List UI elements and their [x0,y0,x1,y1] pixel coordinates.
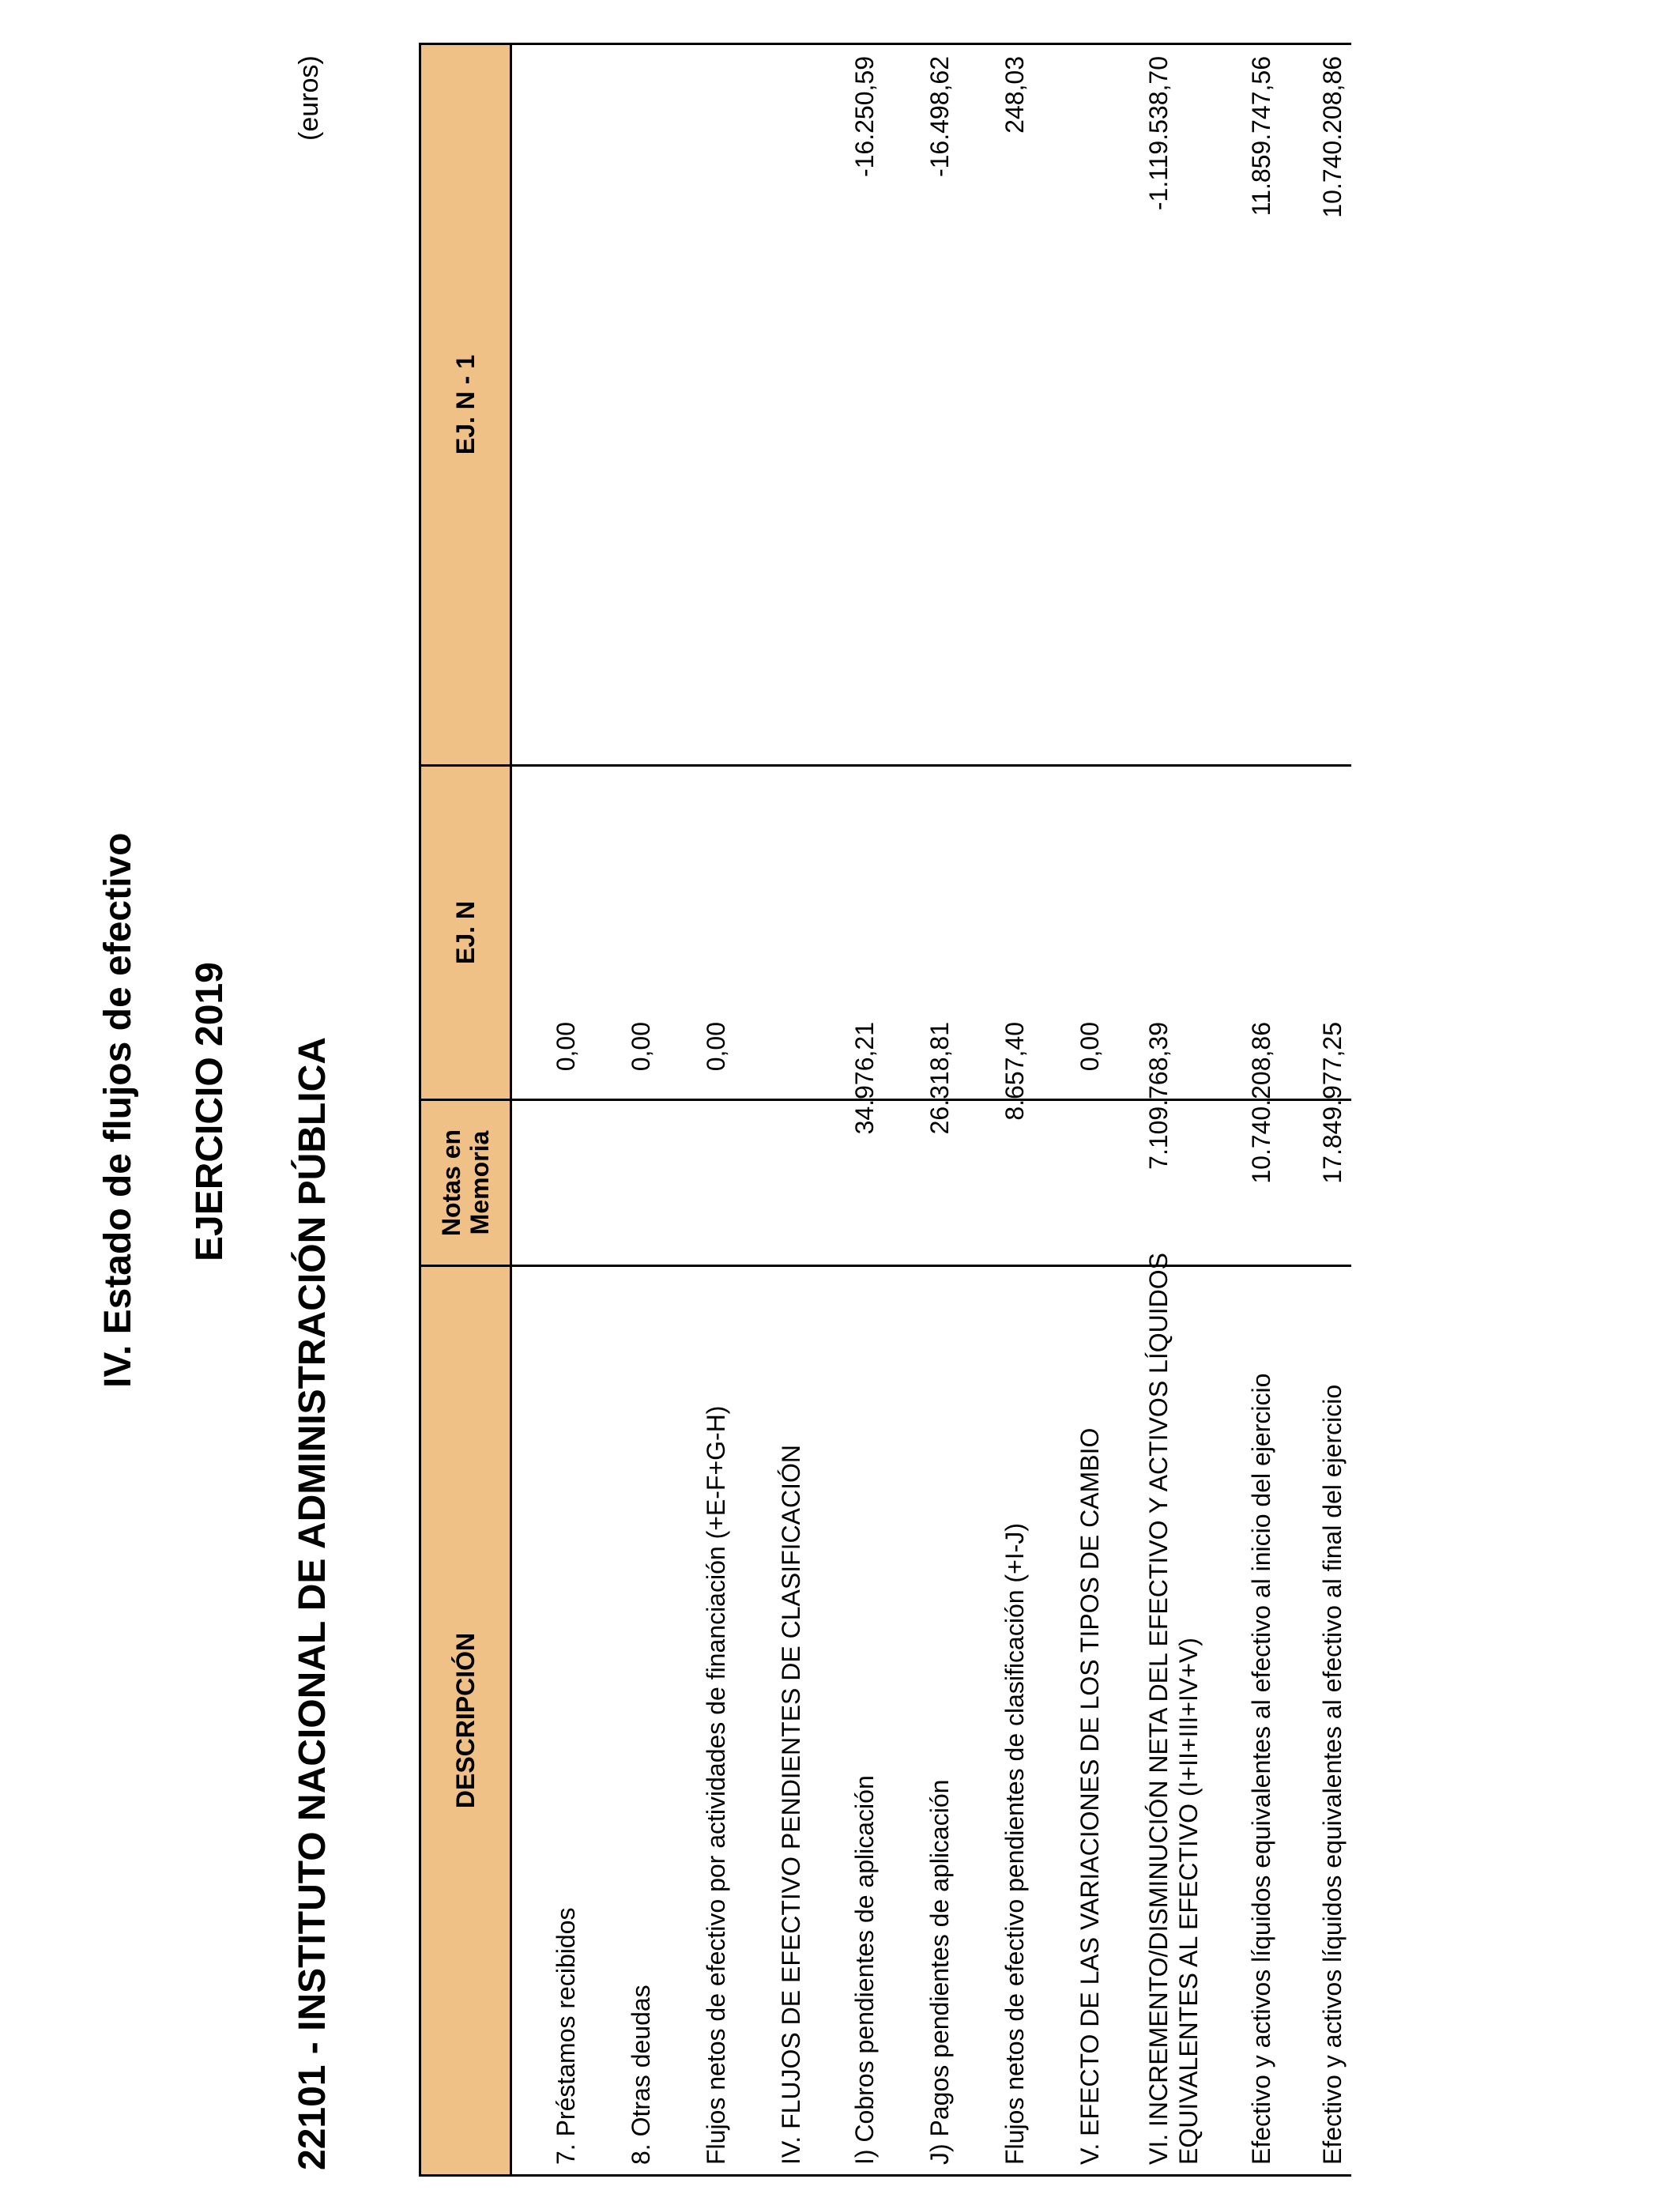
row-value-ej-n: 34.976,21 [850,1022,879,1135]
row-description: Flujos netos de efectivo pendientes de clasificación (+I-J) [1000,1523,1029,2165]
row-value-ej-n: 0,00 [552,1022,580,1072]
table-row [662,45,737,2174]
row-value-ej-n1: -16.498,62 [925,56,954,178]
column-header-descripcion-label: DESCRIPCIÓN [451,1632,480,1809]
column-header-notas-line2: Memoria [465,1130,494,1235]
row-description: Efectivo y activos líquidos equivalentes al efectivo al inicio del ejercicio [1247,1373,1275,2165]
row-value-ej-n1: 10.740.208,86 [1318,56,1347,218]
row-value-ej-n: 26.318,81 [925,1022,954,1135]
row-description: IV. FLUJOS DE EFECTIVO PENDIENTES DE CLASIFICACIÓN [777,1445,805,2165]
row-description [1143,1253,1203,2165]
column-header-ej-n-label: EJ. N [451,900,480,965]
row-value-ej-n1: 248,03 [1000,56,1029,134]
table-row [1210,45,1283,2174]
row-description-line2: EQUIVALENTES AL EFECTIVO (I+II+III+IV+V) [1174,1638,1203,2165]
row-description: Flujos netos de efectivo por actividades de financiación (+E-F+G-H) [702,1405,730,2165]
column-header-ej-n1 [421,45,510,764]
table-row [961,45,1036,2174]
row-description: 8. Otras deudas [627,1985,655,2165]
column-header-notas-line1: Notas en [437,1129,465,1237]
table-row [886,45,961,2174]
table-row [812,45,886,2174]
table-row [1283,45,1354,2174]
currency-units: (euros) [294,55,324,141]
row-description: V. EFECTO DE LAS VARIACIONES DE LOS TIPOS DE CAMBIO [1075,1427,1104,2165]
column-header-descripcion [421,1267,510,2174]
row-value-ej-n: 10.740.208,86 [1247,1022,1275,1184]
row-value-ej-n1: -16.250,59 [850,56,879,178]
row-value-ej-n: 0,00 [702,1022,730,1072]
row-value-ej-n: 17.849.977,25 [1318,1022,1347,1184]
column-header-ej-n1-label: EJ. N - 1 [451,354,480,455]
row-value-ej-n: 0,00 [627,1022,655,1072]
row-value-ej-n1: -1.119.538,70 [1144,56,1173,211]
table-row [737,45,812,2174]
column-header-ej-n [421,767,510,1099]
column-header-notas [421,1101,510,1265]
row-value-ej-n1: 11.859.747,56 [1247,56,1275,217]
entity-heading: 22101 - INSTITUTO NACIONAL DE ADMINISTRACIÓN PÚBLICA [292,1037,333,2170]
row-value-ej-n: 0,00 [1075,1022,1104,1072]
table-row [512,45,587,2174]
row-description: 7. Préstamos recibidos [552,1907,580,2165]
row-description: I) Cobros pendientes de aplicación [850,1775,879,2165]
table-header-row [421,45,512,2174]
table-row [1111,45,1210,2174]
table-row [587,45,662,2174]
row-description: Efectivo y activos líquidos equivalentes al efectivo al final del ejercicio [1318,1384,1347,2165]
row-value-ej-n: 8.657,40 [1000,1022,1029,1121]
row-value-ej-n: 7.109.768,39 [1144,1022,1173,1170]
row-description: J) Pagos pendientes de aplicación [925,1779,954,2165]
report-title: IV. Estado de flujos de efectivo [97,832,139,1388]
table-row [1036,45,1111,2174]
fiscal-year-heading: EJERCICIO 2019 [189,962,231,1261]
row-description-line1: VI. INCREMENTO/DISMINUCIÓN NETA DEL EFECTIVO Y ACTIVOS LÍQUIDOS [1144,1253,1173,2165]
cash-flow-table [419,43,1351,2177]
